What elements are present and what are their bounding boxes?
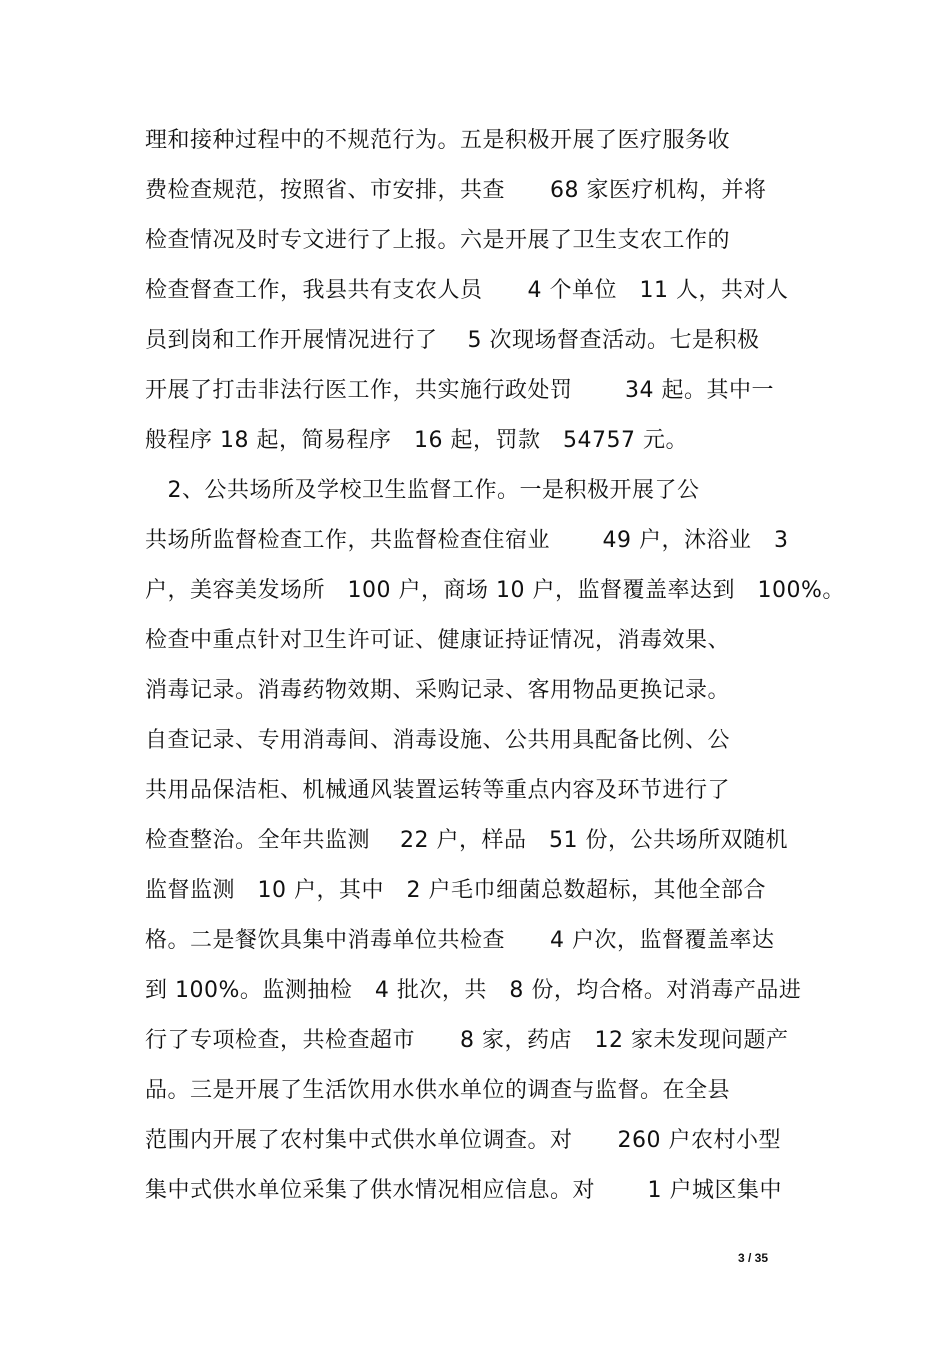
text-line: 员到岗和工作开展情况进行了 5 次现场督查活动。七是积极 [145,328,760,353]
text-line: 监督监测 10 户，其中 2 户毛巾细菌总数超标，其他全部合 [145,878,766,903]
text-line: 格。二是餐饮具集中消毒单位共检查 4 户次，监督覆盖率达 [145,928,775,953]
text-line: 品。三是开展了生活饮用水供水单位的调查与监督。在全县 [145,1078,731,1103]
text-line: 集中式供水单位采集了供水情况相应信息。对 1 户城区集中 [145,1178,782,1203]
text-line: 共场所监督检查工作，共监督检查住宿业 49 户，沐浴业 3 [145,528,789,553]
paragraph-heading-line: 2、公共场所及学校卫生监督工作。一是积极开展了公 [145,478,700,503]
text-line: 检查中重点针对卫生许可证、健康证持证情况，消毒效果、 [145,628,731,653]
text-line: 范围内开展了农村集中式供水单位调查。对 260 户农村小型 [145,1128,781,1153]
page-number: 3 / 35 [738,1251,769,1265]
text-line: 检查整治。全年共监测 22 户，样品 51 份，公共场所双随机 [145,828,788,853]
text-line: 到 100%。监测抽检 4 批次，共 8 份，均合格。对消毒产品进 [145,978,802,1003]
text-line: 行了专项检查，共检查超市 8 家，药店 12 家未发现问题产 [145,1028,789,1053]
text-line: 般程序 18 起，简易程序 16 起，罚款 54757 元。 [145,428,688,453]
text-line: 检查督查工作，我县共有支农人员 4 个单位 11 人，共对人 [145,278,789,303]
text-line: 费检查规范，按照省、市安排，共查 68 家医疗机构，并将 [145,178,767,203]
text-line: 开展了打击非法行医工作，共实施行政处罚 34 起。其中一 [145,378,774,403]
text-line: 理和接种过程中的不规范行为。五是积极开展了医疗服务收 [145,128,731,153]
text-line: 自查记录、专用消毒间、消毒设施、公共用具配备比例、公 [145,728,731,753]
text-line: 户，美容美发场所 100 户，商场 10 户，监督覆盖率达到 100%。 [145,578,845,603]
text-line: 共用品保洁柜、机械通风装置运转等重点内容及环节进行了 [145,778,731,803]
text-line: 消毒记录。消毒药物效期、采购记录、客用物品更换记录。 [145,678,731,703]
text-line: 检查情况及时专文进行了上报。六是开展了卫生支农工作的 [145,228,731,253]
